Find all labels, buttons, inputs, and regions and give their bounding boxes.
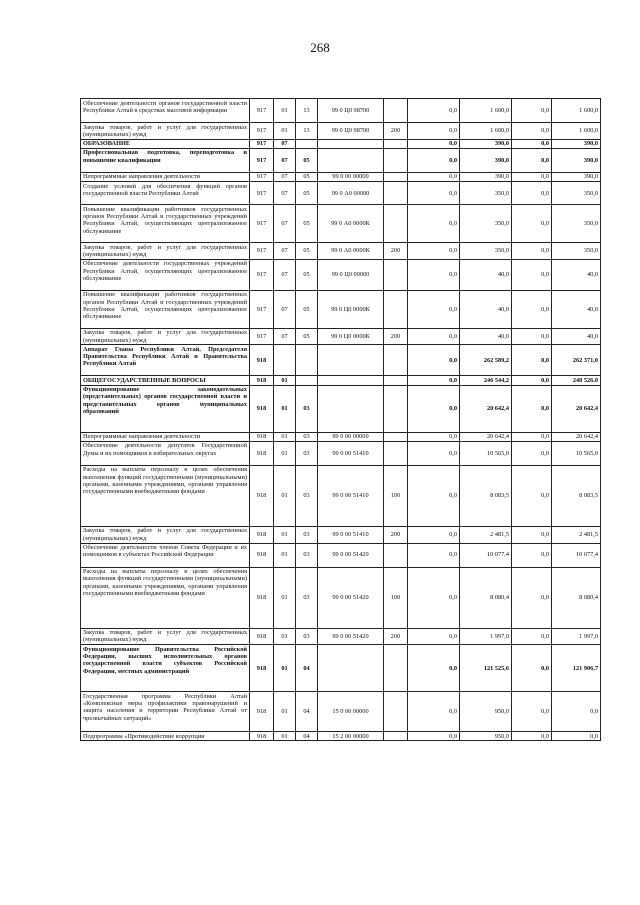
row-target-article: 15 2 00 00000 (318, 732, 384, 741)
row-subsection: 03 (296, 543, 318, 567)
row-section: 01 (274, 692, 296, 732)
row-grbs: 917 (250, 259, 274, 290)
row-name: Аппарат Главы Республики Алтай, Председателя Правительства Республики Алтай и Правительства Республики Алтай (81, 345, 250, 376)
row-grbs: 918 (250, 692, 274, 732)
row-subsection: 05 (296, 259, 318, 290)
table-row (81, 376, 601, 385)
row-amount-2: 350,0 (460, 182, 512, 205)
row-grbs: 918 (250, 432, 274, 441)
row-expense-type (384, 692, 408, 732)
row-section (274, 345, 296, 376)
table-row (81, 645, 601, 692)
row-amount-3: 0,0 (512, 465, 552, 526)
row-amount-4: 1 600,0 (552, 123, 601, 140)
row-subsection: 03 (296, 526, 318, 543)
row-target-article: 99 0 00 00000 (318, 172, 384, 181)
row-target-article (318, 148, 384, 172)
row-grbs: 918 (250, 441, 274, 465)
row-expense-type (384, 432, 408, 441)
row-amount-1: 0,0 (408, 385, 460, 432)
row-amount-4: 40,0 (552, 259, 601, 290)
row-amount-3: 0,0 (512, 567, 552, 628)
table-row (81, 567, 601, 628)
row-subsection (296, 139, 318, 148)
row-amount-2: 350,0 (460, 243, 512, 260)
row-amount-1: 0,0 (408, 628, 460, 645)
table-row (81, 465, 601, 526)
table-row (81, 345, 601, 376)
row-amount-3: 0,0 (512, 645, 552, 692)
row-name: Профессиональная подготовка, переподготовка и повышение квалификации (81, 148, 250, 172)
row-amount-1: 0,0 (408, 465, 460, 526)
row-grbs: 917 (250, 148, 274, 172)
row-amount-3: 0,0 (512, 328, 552, 345)
row-amount-3: 0,0 (512, 172, 552, 181)
row-amount-4: 350,0 (552, 182, 601, 205)
row-target-article (318, 139, 384, 148)
table-body (81, 99, 601, 741)
table-row (81, 526, 601, 543)
row-section: 01 (274, 385, 296, 432)
row-name: Расходы на выплаты персоналу в целях обеспечения выполнения функций государственными (муниципальными) органами, казенными учреждениями, органами управления государственными внебюджетными фондами (81, 567, 250, 628)
row-target-article: 99 0 Ц0 0000К (318, 290, 384, 328)
row-amount-3: 0,0 (512, 148, 552, 172)
row-expense-type (384, 99, 408, 123)
row-expense-type: 200 (384, 243, 408, 260)
table-row (81, 123, 601, 140)
row-grbs: 917 (250, 290, 274, 328)
row-grbs: 918 (250, 645, 274, 692)
row-amount-4: 390,0 (552, 172, 601, 181)
row-subsection: 04 (296, 692, 318, 732)
row-expense-type (384, 376, 408, 385)
row-amount-4: 0,0 (552, 692, 601, 732)
row-amount-3: 0,0 (512, 628, 552, 645)
row-amount-1: 0,0 (408, 376, 460, 385)
row-section: 01 (274, 628, 296, 645)
row-amount-4: 390,0 (552, 148, 601, 172)
row-amount-1: 0,0 (408, 732, 460, 741)
row-name: Непрограммные направления деятельности (81, 432, 250, 441)
row-section: 07 (274, 182, 296, 205)
row-section: 07 (274, 139, 296, 148)
row-amount-2: 390,0 (460, 172, 512, 181)
row-name: Закупка товаров, работ и услуг для государственных (муниципальных) нужд (81, 328, 250, 345)
row-subsection: 03 (296, 465, 318, 526)
row-name: Повышение квалификации работников государственных органов Республики Алтай и государственных учреждений Республики Алтай, осуществляющих централизованное обслуживание (81, 290, 250, 328)
row-amount-3: 0,0 (512, 692, 552, 732)
row-section: 07 (274, 259, 296, 290)
row-expense-type (384, 205, 408, 243)
row-section: 07 (274, 290, 296, 328)
row-amount-1: 0,0 (408, 328, 460, 345)
row-amount-3: 0,0 (512, 345, 552, 376)
table-row (81, 172, 601, 181)
row-grbs: 918 (250, 345, 274, 376)
row-target-article: 99 0 00 51410 (318, 441, 384, 465)
row-amount-2: 40,0 (460, 328, 512, 345)
row-name: Функционирование законодательных (представительных) органов государственной власти и представительных органов муниципальных образований (81, 385, 250, 432)
row-expense-type (384, 732, 408, 741)
row-name: Закупка товаров, работ и услуг для государственных (муниципальных) нужд (81, 243, 250, 260)
row-amount-1: 0,0 (408, 243, 460, 260)
row-amount-3: 0,0 (512, 123, 552, 140)
row-expense-type (384, 441, 408, 465)
row-subsection: 05 (296, 148, 318, 172)
row-section: 01 (274, 376, 296, 385)
row-name: Непрограммные направления деятельности (81, 172, 250, 181)
row-subsection: 05 (296, 205, 318, 243)
row-target-article (318, 345, 384, 376)
table-row (81, 543, 601, 567)
row-expense-type (384, 139, 408, 148)
table-row (81, 243, 601, 260)
row-subsection: 05 (296, 328, 318, 345)
row-target-article (318, 645, 384, 692)
row-amount-2: 8 080,4 (460, 567, 512, 628)
row-section: 07 (274, 148, 296, 172)
row-expense-type: 100 (384, 567, 408, 628)
row-subsection: 05 (296, 172, 318, 181)
row-amount-1: 0,0 (408, 123, 460, 140)
table-row (81, 259, 601, 290)
row-subsection: 05 (296, 243, 318, 260)
row-section: 07 (274, 243, 296, 260)
row-target-article: 99 0 А0 00000 (318, 182, 384, 205)
row-amount-2: 1 600,0 (460, 99, 512, 123)
row-subsection: 04 (296, 645, 318, 692)
row-subsection: 05 (296, 290, 318, 328)
row-subsection: 03 (296, 628, 318, 645)
row-amount-2: 40,0 (460, 259, 512, 290)
row-amount-3: 0,0 (512, 732, 552, 741)
row-grbs: 917 (250, 328, 274, 345)
row-amount-4: 8 080,4 (552, 567, 601, 628)
row-amount-3: 0,0 (512, 205, 552, 243)
row-amount-3: 0,0 (512, 385, 552, 432)
row-amount-3: 0,0 (512, 376, 552, 385)
row-expense-type (384, 148, 408, 172)
row-name: Закупка товаров, работ и услуг для государственных (муниципальных) нужд (81, 123, 250, 140)
row-grbs: 918 (250, 376, 274, 385)
row-amount-1: 0,0 (408, 567, 460, 628)
row-amount-4: 20 642,4 (552, 432, 601, 441)
row-expense-type (384, 385, 408, 432)
table-row (81, 148, 601, 172)
table-row (81, 432, 601, 441)
row-amount-4: 121 906,7 (552, 645, 601, 692)
row-grbs: 918 (250, 385, 274, 432)
row-target-article: 99 0 Ц0 0000К (318, 328, 384, 345)
row-target-article: 99 0 00 51420 (318, 628, 384, 645)
row-amount-3: 0,0 (512, 182, 552, 205)
row-amount-2: 10 565,0 (460, 441, 512, 465)
row-name: Подпрограмма «Противодействие коррупции (81, 732, 250, 741)
row-expense-type (384, 290, 408, 328)
row-expense-type (384, 543, 408, 567)
row-amount-1: 0,0 (408, 182, 460, 205)
row-expense-type: 200 (384, 328, 408, 345)
row-subsection: 13 (296, 123, 318, 140)
row-section: 07 (274, 205, 296, 243)
row-section: 01 (274, 441, 296, 465)
row-expense-type: 200 (384, 526, 408, 543)
row-expense-type (384, 172, 408, 181)
table-row (81, 205, 601, 243)
row-grbs: 917 (250, 182, 274, 205)
row-amount-4: 248 526,0 (552, 376, 601, 385)
row-section: 07 (274, 328, 296, 345)
row-amount-4: 1 997,0 (552, 628, 601, 645)
row-name: Функционирование Правительства Российской Федерации, высших исполнительных органов государственной власти субъектов Российской Федерации, местных администраций (81, 645, 250, 692)
row-target-article: 99 0 Ц0 98700 (318, 123, 384, 140)
row-target-article: 99 0 00 51420 (318, 567, 384, 628)
table-row (81, 99, 601, 123)
row-name: ОБЩЕГОСУДАРСТВЕННЫЕ ВОПРОСЫ (81, 376, 250, 385)
row-expense-type: 200 (384, 628, 408, 645)
row-subsection (296, 376, 318, 385)
row-target-article: 99 0 00 51410 (318, 526, 384, 543)
row-expense-type (384, 182, 408, 205)
table-row (81, 732, 601, 741)
row-amount-3: 0,0 (512, 259, 552, 290)
row-amount-4: 350,0 (552, 205, 601, 243)
table-row (81, 385, 601, 432)
row-amount-1: 0,0 (408, 441, 460, 465)
row-target-article: 99 0 00 51420 (318, 543, 384, 567)
row-amount-1: 0,0 (408, 148, 460, 172)
row-expense-type (384, 259, 408, 290)
row-grbs: 918 (250, 732, 274, 741)
row-grbs: 918 (250, 628, 274, 645)
row-amount-4: 8 083,5 (552, 465, 601, 526)
row-grbs: 918 (250, 526, 274, 543)
row-section: 01 (274, 732, 296, 741)
row-section: 01 (274, 123, 296, 140)
row-amount-1: 0,0 (408, 259, 460, 290)
row-amount-4: 390,0 (552, 139, 601, 148)
row-amount-2: 121 525,6 (460, 645, 512, 692)
row-amount-2: 20 642,4 (460, 385, 512, 432)
row-name: Создание условий для обеспечения функций органов государственной власти Республики Алтай (81, 182, 250, 205)
row-section: 01 (274, 543, 296, 567)
row-name: Закупка товаров, работ и услуг для государственных (муниципальных) нужд (81, 628, 250, 645)
row-amount-2: 262 589,2 (460, 345, 512, 376)
row-amount-2: 8 083,5 (460, 465, 512, 526)
row-subsection: 03 (296, 432, 318, 441)
row-amount-3: 0,0 (512, 99, 552, 123)
row-target-article: 99 0 А0 0000К (318, 205, 384, 243)
row-name: Закупка товаров, работ и услуг для государственных (муниципальных) нужд (81, 526, 250, 543)
row-amount-2: 40,0 (460, 290, 512, 328)
row-subsection: 05 (296, 182, 318, 205)
table-row (81, 328, 601, 345)
row-target-article: 99 0 Ц0 98700 (318, 99, 384, 123)
row-amount-1: 0,0 (408, 139, 460, 148)
row-amount-3: 0,0 (512, 290, 552, 328)
row-amount-4: 262 371,0 (552, 345, 601, 376)
row-grbs: 918 (250, 543, 274, 567)
row-target-article: 99 0 А0 0000К (318, 243, 384, 260)
row-amount-1: 0,0 (408, 172, 460, 181)
row-section: 01 (274, 567, 296, 628)
row-amount-4: 350,0 (552, 243, 601, 260)
row-expense-type: 100 (384, 465, 408, 526)
row-amount-3: 0,0 (512, 243, 552, 260)
row-amount-1: 0,0 (408, 543, 460, 567)
row-name: Государственная программа Республики Алтай «Комплексные меры профилактики правонарушений и защита населения и территории Республики Алтай от чрезвычайных ситуаций» (81, 692, 250, 732)
row-amount-2: 390,0 (460, 139, 512, 148)
row-amount-1: 0,0 (408, 205, 460, 243)
row-grbs: 917 (250, 99, 274, 123)
row-amount-4: 40,0 (552, 290, 601, 328)
table-row (81, 290, 601, 328)
row-grbs: 918 (250, 567, 274, 628)
row-name: ОБРАЗОВАНИЕ (81, 139, 250, 148)
row-target-article: 99 0 00 51410 (318, 465, 384, 526)
row-amount-4: 10 077,4 (552, 543, 601, 567)
row-amount-1: 0,0 (408, 345, 460, 376)
row-amount-1: 0,0 (408, 692, 460, 732)
row-name: Обеспечение деятельности органов государственной власти Республики Алтай в средствах массовой информации (81, 99, 250, 123)
table-row (81, 182, 601, 205)
row-amount-2: 1 600,0 (460, 123, 512, 140)
row-name: Обеспечение деятельности государственных учреждений Республики Алтай, осуществляющих централизованное обслуживание (81, 259, 250, 290)
row-amount-1: 0,0 (408, 645, 460, 692)
row-amount-3: 0,0 (512, 432, 552, 441)
row-amount-3: 0,0 (512, 139, 552, 148)
row-target-article (318, 376, 384, 385)
row-amount-1: 0,0 (408, 526, 460, 543)
row-grbs: 918 (250, 465, 274, 526)
row-name: Повышение квалификации работников государственных органов Республики Алтай и государственных учреждений Республики Алтай, осуществляющих централизованное обслуживание (81, 205, 250, 243)
row-amount-3: 0,0 (512, 543, 552, 567)
row-name: Обеспечение деятельности членов Совета Федерации и их помощников в субъектах Российской Федерации (81, 543, 250, 567)
row-amount-2: 950,0 (460, 692, 512, 732)
row-amount-2: 350,0 (460, 205, 512, 243)
row-expense-type: 200 (384, 123, 408, 140)
row-amount-4: 1 600,0 (552, 99, 601, 123)
row-section: 07 (274, 172, 296, 181)
row-expense-type (384, 645, 408, 692)
row-amount-4: 0,0 (552, 732, 601, 741)
row-name: Обеспечение деятельности депутатов Государственной Думы и их помощников в избирательных округах (81, 441, 250, 465)
row-expense-type (384, 345, 408, 376)
row-amount-2: 2 481,5 (460, 526, 512, 543)
row-subsection (296, 345, 318, 376)
row-amount-2: 950,0 (460, 732, 512, 741)
row-section: 01 (274, 465, 296, 526)
row-section: 01 (274, 645, 296, 692)
row-section: 01 (274, 99, 296, 123)
row-grbs: 917 (250, 172, 274, 181)
row-grbs: 917 (250, 205, 274, 243)
row-grbs: 917 (250, 139, 274, 148)
row-grbs: 917 (250, 123, 274, 140)
row-amount-2: 246 544,2 (460, 376, 512, 385)
row-amount-4: 20 642,4 (552, 385, 601, 432)
page-number: 268 (310, 40, 330, 55)
row-name: Расходы на выплаты персоналу в целях обеспечения выполнения функций государственными (муниципальными) органами, казенными учреждениями, органами управления государственными внебюджетными фондами (81, 465, 250, 526)
row-amount-3: 0,0 (512, 441, 552, 465)
row-amount-1: 0,0 (408, 290, 460, 328)
row-section: 01 (274, 526, 296, 543)
row-target-article: 99 0 00 00000 (318, 432, 384, 441)
row-target-article (318, 385, 384, 432)
row-target-article: 15 0 00 00000 (318, 692, 384, 732)
row-subsection: 03 (296, 567, 318, 628)
row-amount-3: 0,0 (512, 526, 552, 543)
row-grbs: 917 (250, 243, 274, 260)
row-amount-2: 390,0 (460, 148, 512, 172)
row-amount-1: 0,0 (408, 99, 460, 123)
table-row (81, 139, 601, 148)
row-subsection: 03 (296, 441, 318, 465)
row-amount-2: 1 997,0 (460, 628, 512, 645)
table-row (81, 692, 601, 732)
row-amount-2: 20 642,4 (460, 432, 512, 441)
row-amount-4: 2 481,5 (552, 526, 601, 543)
row-amount-1: 0,0 (408, 432, 460, 441)
row-amount-2: 10 077,4 (460, 543, 512, 567)
row-target-article: 99 0 Ц0 00000 (318, 259, 384, 290)
row-amount-4: 40,0 (552, 328, 601, 345)
table-row (81, 441, 601, 465)
row-subsection: 13 (296, 99, 318, 123)
budget-table (80, 98, 601, 741)
row-subsection: 03 (296, 385, 318, 432)
row-section: 01 (274, 432, 296, 441)
row-subsection: 04 (296, 732, 318, 741)
table-row (81, 628, 601, 645)
row-amount-4: 10 565,0 (552, 441, 601, 465)
